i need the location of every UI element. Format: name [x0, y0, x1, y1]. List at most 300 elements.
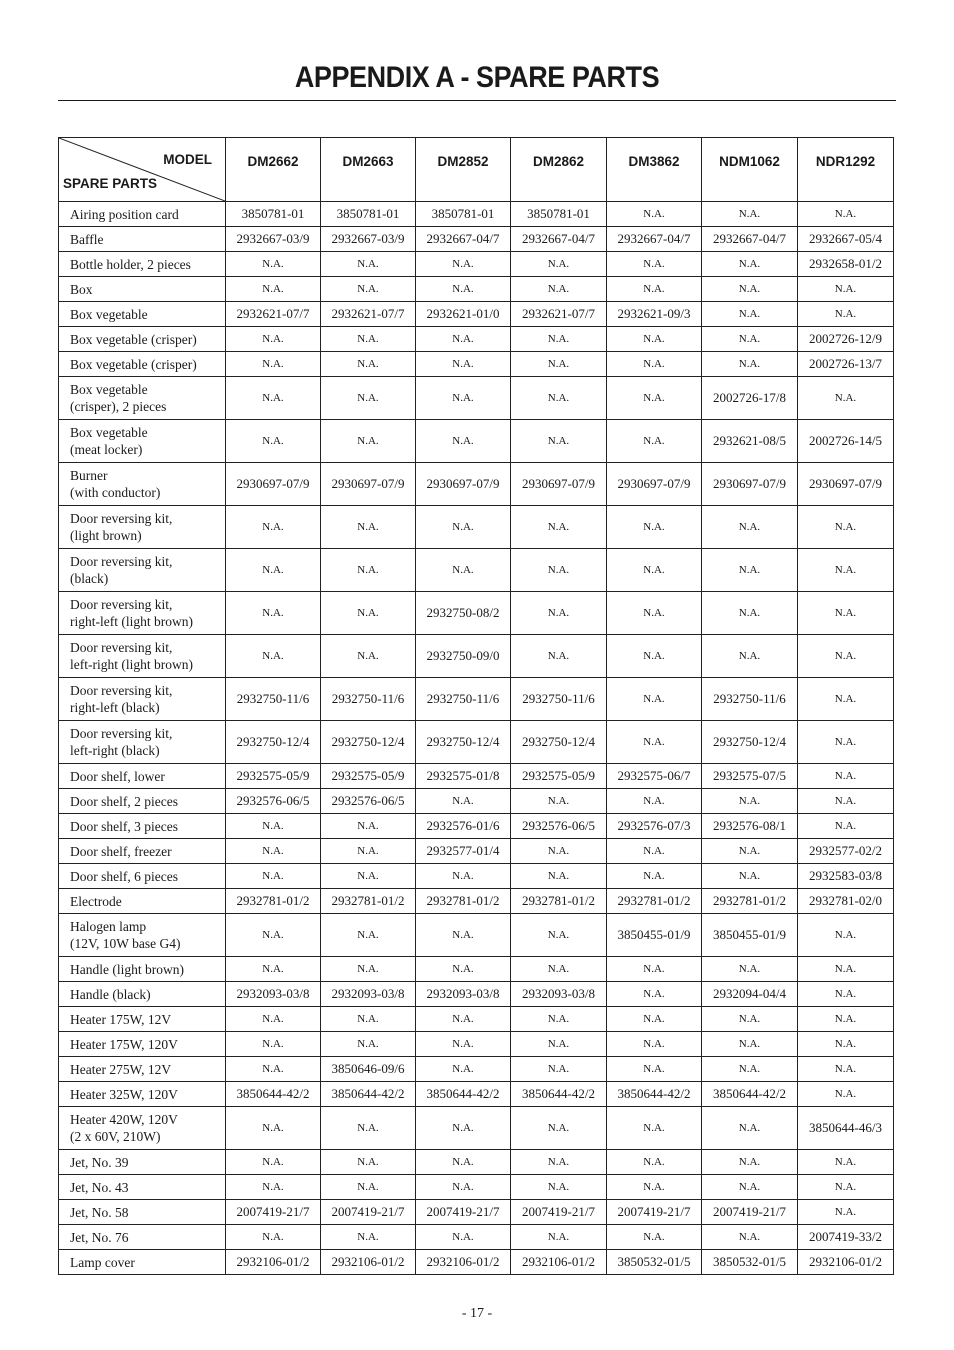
table-row [59, 1150, 894, 1175]
part-name-cell: Door reversing kit, right-left (light brown) [59, 592, 226, 635]
part-number-cell: N.A. [321, 549, 416, 592]
part-number-cell: N.A. [226, 592, 321, 635]
part-name-cell: Door shelf, freezer [59, 839, 226, 864]
part-number-cell: 2932750-11/6 [511, 678, 607, 721]
part-number-cell: 3850644-42/2 [226, 1082, 321, 1107]
part-number-cell: N.A. [226, 1007, 321, 1032]
part-number-cell: 2932093-03/8 [226, 982, 321, 1007]
part-number-cell: 2932667-03/9 [226, 227, 321, 252]
part-number-cell: N.A. [226, 277, 321, 302]
part-number-cell: 2932106-01/2 [226, 1250, 321, 1275]
table-row [59, 1057, 894, 1082]
part-number-cell: 3850455-01/9 [702, 914, 798, 957]
part-number-cell: 2932094-04/4 [702, 982, 798, 1007]
part-number-cell: N.A. [416, 864, 511, 889]
part-number-cell: N.A. [226, 1225, 321, 1250]
part-name-cell: Door reversing kit, left-right (black) [59, 721, 226, 764]
part-number-cell: 2007419-21/7 [511, 1200, 607, 1225]
part-number-cell: N.A. [702, 202, 798, 227]
part-number-cell: N.A. [798, 549, 894, 592]
part-number-cell: N.A. [702, 864, 798, 889]
corner-header-cell [59, 138, 226, 202]
table-header-row [59, 138, 894, 202]
part-number-cell: N.A. [416, 1032, 511, 1057]
part-number-cell: 2932750-12/4 [226, 721, 321, 764]
part-number-cell: N.A. [511, 420, 607, 463]
table-row [59, 1032, 894, 1057]
part-number-cell: N.A. [226, 252, 321, 277]
part-number-cell: N.A. [321, 1032, 416, 1057]
part-number-cell: N.A. [321, 814, 416, 839]
table-row [59, 377, 894, 420]
part-number-cell: N.A. [321, 1175, 416, 1200]
part-number-cell: N.A. [511, 864, 607, 889]
part-number-cell: N.A. [226, 377, 321, 420]
part-number-cell: N.A. [511, 327, 607, 352]
part-name-cell: Halogen lamp (12V, 10W base G4) [59, 914, 226, 957]
part-number-cell: 2932575-07/5 [702, 764, 798, 789]
part-number-cell: N.A. [226, 327, 321, 352]
part-number-cell: N.A. [511, 635, 607, 678]
part-name-cell: Handle (black) [59, 982, 226, 1007]
table-row [59, 1175, 894, 1200]
part-number-cell: N.A. [702, 252, 798, 277]
part-number-cell: N.A. [511, 1107, 607, 1150]
part-number-cell: N.A. [798, 635, 894, 678]
part-number-cell: N.A. [511, 377, 607, 420]
part-number-cell: 2932576-06/5 [226, 789, 321, 814]
part-number-cell: N.A. [226, 420, 321, 463]
part-number-cell: N.A. [702, 1007, 798, 1032]
table-row [59, 789, 894, 814]
part-name-cell: Door shelf, 3 pieces [59, 814, 226, 839]
table-row [59, 1200, 894, 1225]
table-row [59, 277, 894, 302]
part-number-cell: N.A. [607, 506, 702, 549]
part-number-cell: 2932750-11/6 [321, 678, 416, 721]
spare-parts-table [58, 137, 894, 1275]
part-number-cell: N.A. [416, 420, 511, 463]
table-row [59, 1250, 894, 1275]
part-number-cell: N.A. [702, 1225, 798, 1250]
part-number-cell: N.A. [798, 202, 894, 227]
part-number-cell: 3850644-42/2 [702, 1082, 798, 1107]
part-number-cell: 2002726-13/7 [798, 352, 894, 377]
part-number-cell: N.A. [607, 352, 702, 377]
part-number-cell: N.A. [607, 1175, 702, 1200]
part-number-cell: 2932575-06/7 [607, 764, 702, 789]
part-name-cell: Box vegetable [59, 302, 226, 327]
model-label: MODEL [163, 152, 212, 167]
part-number-cell: N.A. [607, 721, 702, 764]
part-name-cell: Electrode [59, 889, 226, 914]
part-name-cell: Door reversing kit, left-right (light brown) [59, 635, 226, 678]
part-number-cell: N.A. [416, 957, 511, 982]
part-number-cell: 2932781-01/2 [511, 889, 607, 914]
table-row [59, 302, 894, 327]
part-number-cell: 2932621-09/3 [607, 302, 702, 327]
part-number-cell: N.A. [226, 549, 321, 592]
part-number-cell: N.A. [607, 1057, 702, 1082]
part-number-cell: N.A. [416, 506, 511, 549]
part-number-cell: N.A. [226, 1032, 321, 1057]
part-number-cell: N.A. [702, 789, 798, 814]
part-number-cell: 3850781-01 [416, 202, 511, 227]
model-header-dm2662: DM2662 [226, 138, 321, 202]
part-name-cell: Bottle holder, 2 pieces [59, 252, 226, 277]
part-name-cell: Door reversing kit, right-left (black) [59, 678, 226, 721]
part-name-cell: Door shelf, lower [59, 764, 226, 789]
part-number-cell: N.A. [416, 1107, 511, 1150]
part-number-cell: N.A. [607, 327, 702, 352]
part-number-cell: 2930697-07/9 [702, 463, 798, 506]
part-name-cell: Handle (light brown) [59, 957, 226, 982]
part-name-cell: Jet, No. 39 [59, 1150, 226, 1175]
part-number-cell: N.A. [226, 914, 321, 957]
part-number-cell: 2932781-01/2 [702, 889, 798, 914]
table-row [59, 202, 894, 227]
spare-parts-label: SPARE PARTS [63, 176, 158, 191]
part-number-cell: N.A. [416, 277, 511, 302]
part-name-cell: Heater 325W, 120V [59, 1082, 226, 1107]
part-number-cell: 2932667-04/7 [607, 227, 702, 252]
part-name-cell: Airing position card [59, 202, 226, 227]
part-number-cell: N.A. [511, 914, 607, 957]
part-number-cell: 2932577-01/4 [416, 839, 511, 864]
part-number-cell: 2932576-01/6 [416, 814, 511, 839]
part-name-cell: Heater 175W, 120V [59, 1032, 226, 1057]
part-number-cell: 2932576-06/5 [321, 789, 416, 814]
part-number-cell: N.A. [511, 506, 607, 549]
part-number-cell: 2930697-07/9 [798, 463, 894, 506]
part-number-cell: N.A. [702, 1175, 798, 1200]
part-number-cell: 3850532-01/5 [607, 1250, 702, 1275]
part-number-cell: N.A. [607, 202, 702, 227]
table-row [59, 957, 894, 982]
part-number-cell: N.A. [321, 592, 416, 635]
part-number-cell: N.A. [702, 327, 798, 352]
part-number-cell: N.A. [321, 914, 416, 957]
part-number-cell: 2007419-21/7 [416, 1200, 511, 1225]
part-number-cell: N.A. [511, 1007, 607, 1032]
part-number-cell: 2932667-04/7 [511, 227, 607, 252]
part-number-cell: N.A. [416, 1007, 511, 1032]
part-number-cell: N.A. [416, 549, 511, 592]
part-number-cell: N.A. [607, 635, 702, 678]
table-row [59, 889, 894, 914]
part-number-cell: 2932667-04/7 [702, 227, 798, 252]
part-number-cell: N.A. [511, 1032, 607, 1057]
part-number-cell: N.A. [416, 1225, 511, 1250]
part-name-cell: Box vegetable (crisper) [59, 352, 226, 377]
part-number-cell: N.A. [798, 914, 894, 957]
part-number-cell: N.A. [702, 635, 798, 678]
part-name-cell: Lamp cover [59, 1250, 226, 1275]
table-row [59, 864, 894, 889]
part-number-cell: N.A. [226, 506, 321, 549]
part-number-cell: N.A. [226, 814, 321, 839]
part-number-cell: 3850644-42/2 [511, 1082, 607, 1107]
part-number-cell: 2932093-03/8 [416, 982, 511, 1007]
model-header-dm2862: DM2862 [511, 138, 607, 202]
part-number-cell: N.A. [226, 839, 321, 864]
part-number-cell: 2932667-04/7 [416, 227, 511, 252]
part-number-cell: 2932750-12/4 [321, 721, 416, 764]
model-header-ndr1292: NDR1292 [798, 138, 894, 202]
part-number-cell: N.A. [607, 549, 702, 592]
part-number-cell: N.A. [321, 352, 416, 377]
table-row [59, 1082, 894, 1107]
part-number-cell: N.A. [607, 789, 702, 814]
part-number-cell: 2932781-01/2 [226, 889, 321, 914]
table-row [59, 635, 894, 678]
part-number-cell: N.A. [702, 1150, 798, 1175]
part-number-cell: N.A. [321, 377, 416, 420]
part-number-cell: N.A. [702, 957, 798, 982]
part-number-cell: N.A. [321, 839, 416, 864]
corner-diagonal-line [59, 138, 225, 201]
part-number-cell: N.A. [798, 1082, 894, 1107]
part-number-cell: N.A. [511, 1225, 607, 1250]
table-row [59, 1107, 894, 1150]
part-number-cell: N.A. [607, 377, 702, 420]
part-number-cell: N.A. [511, 957, 607, 982]
table-body [59, 202, 894, 1275]
table-row [59, 420, 894, 463]
part-number-cell: N.A. [607, 982, 702, 1007]
part-number-cell: 2932781-01/2 [607, 889, 702, 914]
part-number-cell: N.A. [702, 1107, 798, 1150]
part-number-cell: N.A. [511, 352, 607, 377]
part-number-cell: 2002726-12/9 [798, 327, 894, 352]
part-name-cell: Heater 175W, 12V [59, 1007, 226, 1032]
part-number-cell: N.A. [798, 1175, 894, 1200]
part-number-cell: N.A. [416, 1057, 511, 1082]
part-name-cell: Jet, No. 43 [59, 1175, 226, 1200]
part-number-cell: 2932750-12/4 [702, 721, 798, 764]
part-number-cell: 2932667-05/4 [798, 227, 894, 252]
part-number-cell: 2932621-07/7 [226, 302, 321, 327]
part-name-cell: Box [59, 277, 226, 302]
model-header-dm2663: DM2663 [321, 138, 416, 202]
part-number-cell: 2932575-05/9 [226, 764, 321, 789]
part-number-cell: N.A. [226, 352, 321, 377]
part-number-cell: N.A. [798, 814, 894, 839]
part-number-cell: 2932575-01/8 [416, 764, 511, 789]
part-number-cell: N.A. [511, 839, 607, 864]
part-number-cell: N.A. [416, 252, 511, 277]
part-number-cell: N.A. [321, 635, 416, 678]
title-rule [58, 100, 896, 101]
part-number-cell: N.A. [798, 1057, 894, 1082]
part-number-cell: N.A. [226, 1107, 321, 1150]
part-number-cell: 2932750-11/6 [226, 678, 321, 721]
part-number-cell: 2932667-03/9 [321, 227, 416, 252]
table-row [59, 327, 894, 352]
part-number-cell: 2930697-07/9 [607, 463, 702, 506]
part-number-cell: N.A. [321, 1150, 416, 1175]
part-number-cell: 2007419-33/2 [798, 1225, 894, 1250]
part-number-cell: 3850644-42/2 [416, 1082, 511, 1107]
page-title: APPENDIX A - SPARE PARTS [294, 61, 660, 94]
part-number-cell: N.A. [321, 1225, 416, 1250]
part-number-cell: 2932575-05/9 [321, 764, 416, 789]
part-number-cell: N.A. [798, 302, 894, 327]
part-number-cell: N.A. [321, 252, 416, 277]
part-number-cell: N.A. [798, 377, 894, 420]
table-row [59, 1007, 894, 1032]
part-number-cell: N.A. [798, 1007, 894, 1032]
part-number-cell: 2932621-01/0 [416, 302, 511, 327]
part-number-cell: N.A. [511, 549, 607, 592]
model-header-dm2852: DM2852 [416, 138, 511, 202]
part-number-cell: N.A. [321, 327, 416, 352]
part-number-cell: N.A. [607, 1225, 702, 1250]
model-header-ndm1062: NDM1062 [702, 138, 798, 202]
table-row [59, 252, 894, 277]
part-number-cell: 2932106-01/2 [321, 1250, 416, 1275]
part-number-cell: N.A. [321, 1007, 416, 1032]
part-number-cell: 2007419-21/7 [607, 1200, 702, 1225]
table-row [59, 506, 894, 549]
part-name-cell: Jet, No. 58 [59, 1200, 226, 1225]
part-number-cell: 2932575-05/9 [511, 764, 607, 789]
table-row [59, 814, 894, 839]
part-number-cell: 2932781-02/0 [798, 889, 894, 914]
part-number-cell: 3850644-42/2 [321, 1082, 416, 1107]
table-row [59, 982, 894, 1007]
part-number-cell: 2932106-01/2 [798, 1250, 894, 1275]
part-number-cell: N.A. [798, 1032, 894, 1057]
part-number-cell: 2932781-01/2 [321, 889, 416, 914]
part-name-cell: Door reversing kit, (black) [59, 549, 226, 592]
table-row [59, 839, 894, 864]
part-name-cell: Box vegetable (crisper) [59, 327, 226, 352]
part-number-cell: N.A. [798, 277, 894, 302]
part-number-cell: 3850646-09/6 [321, 1057, 416, 1082]
part-name-cell: Heater 275W, 12V [59, 1057, 226, 1082]
part-number-cell: N.A. [702, 549, 798, 592]
table-row [59, 914, 894, 957]
table-row [59, 227, 894, 252]
part-number-cell: N.A. [511, 277, 607, 302]
part-number-cell: 2932577-02/2 [798, 839, 894, 864]
part-number-cell: 2932093-03/8 [321, 982, 416, 1007]
part-number-cell: N.A. [416, 1150, 511, 1175]
part-name-cell: Box vegetable (crisper), 2 pieces [59, 377, 226, 420]
part-number-cell: 3850781-01 [511, 202, 607, 227]
part-number-cell: N.A. [607, 1007, 702, 1032]
part-number-cell: N.A. [511, 592, 607, 635]
part-number-cell: N.A. [702, 302, 798, 327]
part-number-cell: 2932658-01/2 [798, 252, 894, 277]
part-number-cell: N.A. [607, 957, 702, 982]
part-number-cell: N.A. [607, 420, 702, 463]
part-number-cell: 2932576-08/1 [702, 814, 798, 839]
part-name-cell: Heater 420W, 120V (2 x 60V, 210W) [59, 1107, 226, 1150]
part-name-cell: Door reversing kit, (light brown) [59, 506, 226, 549]
part-number-cell: N.A. [511, 1175, 607, 1200]
part-number-cell: 3850532-01/5 [702, 1250, 798, 1275]
part-number-cell: N.A. [607, 592, 702, 635]
part-number-cell: 2932583-03/8 [798, 864, 894, 889]
table-row [59, 678, 894, 721]
part-number-cell: N.A. [226, 1150, 321, 1175]
part-number-cell: N.A. [798, 957, 894, 982]
part-number-cell: 2932106-01/2 [416, 1250, 511, 1275]
part-name-cell: Door shelf, 2 pieces [59, 789, 226, 814]
part-number-cell: N.A. [702, 506, 798, 549]
part-number-cell: N.A. [511, 1057, 607, 1082]
part-number-cell: N.A. [798, 678, 894, 721]
part-number-cell: 2932750-11/6 [416, 678, 511, 721]
part-number-cell: 2932621-07/7 [511, 302, 607, 327]
part-number-cell: 2932750-12/4 [511, 721, 607, 764]
part-number-cell: N.A. [607, 1032, 702, 1057]
part-number-cell: N.A. [702, 352, 798, 377]
part-number-cell: N.A. [702, 839, 798, 864]
part-number-cell: 2932750-12/4 [416, 721, 511, 764]
part-number-cell: N.A. [607, 839, 702, 864]
part-number-cell: 2932576-06/5 [511, 814, 607, 839]
part-number-cell: 3850644-42/2 [607, 1082, 702, 1107]
part-number-cell: N.A. [416, 789, 511, 814]
part-number-cell: N.A. [798, 789, 894, 814]
table-row [59, 549, 894, 592]
part-number-cell: N.A. [702, 1032, 798, 1057]
table-row [59, 463, 894, 506]
part-number-cell: N.A. [798, 1200, 894, 1225]
part-number-cell: N.A. [607, 252, 702, 277]
part-number-cell: N.A. [798, 721, 894, 764]
part-number-cell: N.A. [226, 1057, 321, 1082]
part-number-cell: N.A. [321, 420, 416, 463]
part-number-cell: N.A. [321, 1107, 416, 1150]
part-number-cell: 2932621-07/7 [321, 302, 416, 327]
part-number-cell: N.A. [321, 864, 416, 889]
part-number-cell: 3850781-01 [321, 202, 416, 227]
part-number-cell: 2932750-11/6 [702, 678, 798, 721]
part-number-cell: N.A. [798, 764, 894, 789]
part-number-cell: N.A. [607, 864, 702, 889]
part-number-cell: 2932781-01/2 [416, 889, 511, 914]
table-row [59, 1225, 894, 1250]
part-number-cell: N.A. [607, 277, 702, 302]
part-number-cell: N.A. [226, 1175, 321, 1200]
part-name-cell: Door shelf, 6 pieces [59, 864, 226, 889]
part-number-cell: 2930697-07/9 [226, 463, 321, 506]
part-number-cell: 2002726-17/8 [702, 377, 798, 420]
part-number-cell: 2002726-14/5 [798, 420, 894, 463]
part-number-cell: 2932621-08/5 [702, 420, 798, 463]
part-number-cell: N.A. [511, 1150, 607, 1175]
part-number-cell: 3850781-01 [226, 202, 321, 227]
part-number-cell: N.A. [798, 1150, 894, 1175]
part-number-cell: N.A. [607, 1150, 702, 1175]
part-number-cell: N.A. [226, 957, 321, 982]
part-number-cell: N.A. [511, 789, 607, 814]
part-number-cell: N.A. [416, 914, 511, 957]
part-number-cell: N.A. [416, 352, 511, 377]
part-number-cell: N.A. [798, 592, 894, 635]
part-number-cell: 2007419-21/7 [226, 1200, 321, 1225]
part-number-cell: N.A. [416, 1175, 511, 1200]
part-number-cell: N.A. [798, 506, 894, 549]
part-name-cell: Jet, No. 76 [59, 1225, 226, 1250]
part-number-cell: N.A. [321, 277, 416, 302]
table-row [59, 721, 894, 764]
part-number-cell: N.A. [226, 864, 321, 889]
